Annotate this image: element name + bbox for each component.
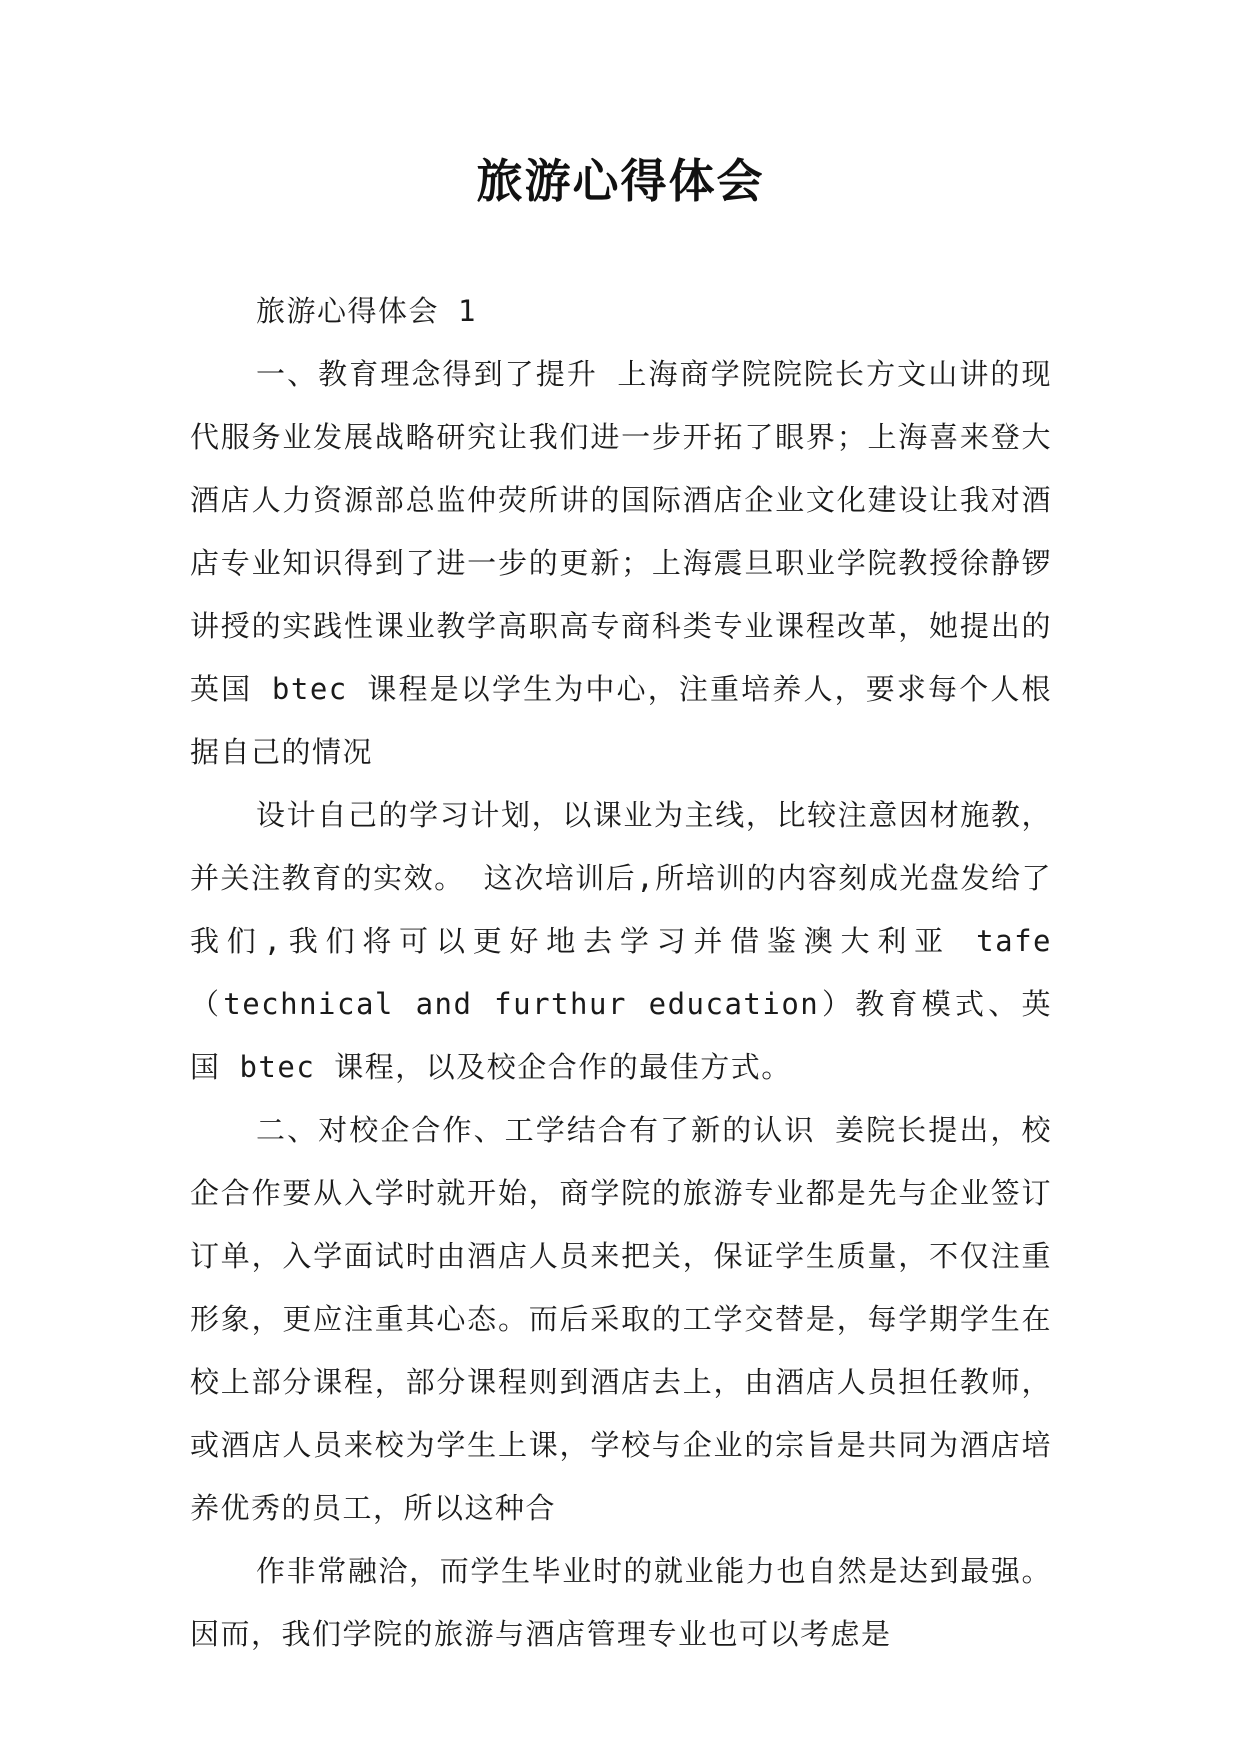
paragraph-1: 一、教育理念得到了提升 上海商学院院院长方文山讲的现代服务业发展战略研究让我们进一步开拓了眼界；上海喜来登大酒店人力资源部总监仲荧所讲的国际酒店企业文化建设让我对酒店专业知识得到了进一步的更新；上海震旦职业学院教授徐静锣讲授的实践性课业教学高职高专商科类专业课程改革，她提出的英国 btec 课程是以学生为中心，注重培养人，要求每个人根据自己的情况 [190,357,1052,769]
section-heading: 旅游心得体会 1 [256,294,477,328]
document-title: 旅游心得体会 [476,154,765,208]
document-body [190,280,1052,1666]
paragraph-4: 作非常融洽，而学生毕业时的就业能力也自然是达到最强。 因而，我们学院的旅游与酒店管理专业也可以考虑是 [190,1554,1052,1651]
paragraph-2: 设计自己的学习计划，以课业为主线，比较注意因材施教，并关注教育的实效。 这次培训后,所培训的内容刻成光盘发给了我们,我们将可以更好地去学习并借鉴澳大利亚 tafe（technical and furthur education）教育模式、英国 btec 课程，以及校企合作的最佳方式。 [190,798,1052,1084]
paragraph-3: 二、对校企合作、工学结合有了新的认识 姜院长提出，校企合作要从入学时就开始，商学院的旅游专业都是先与企业签订订单，入学面试时由酒店人员来把关，保证学生质量，不仅注重形象，更应注重其心态。而后采取的工学交替是，每学期学生在校上部分课程，部分课程则到酒店去上，由酒店人员担任教师，或酒店人员来校为学生上课，学校与企业的宗旨是共同为酒店培养优秀的员工，所以这种合 [190,1113,1052,1525]
